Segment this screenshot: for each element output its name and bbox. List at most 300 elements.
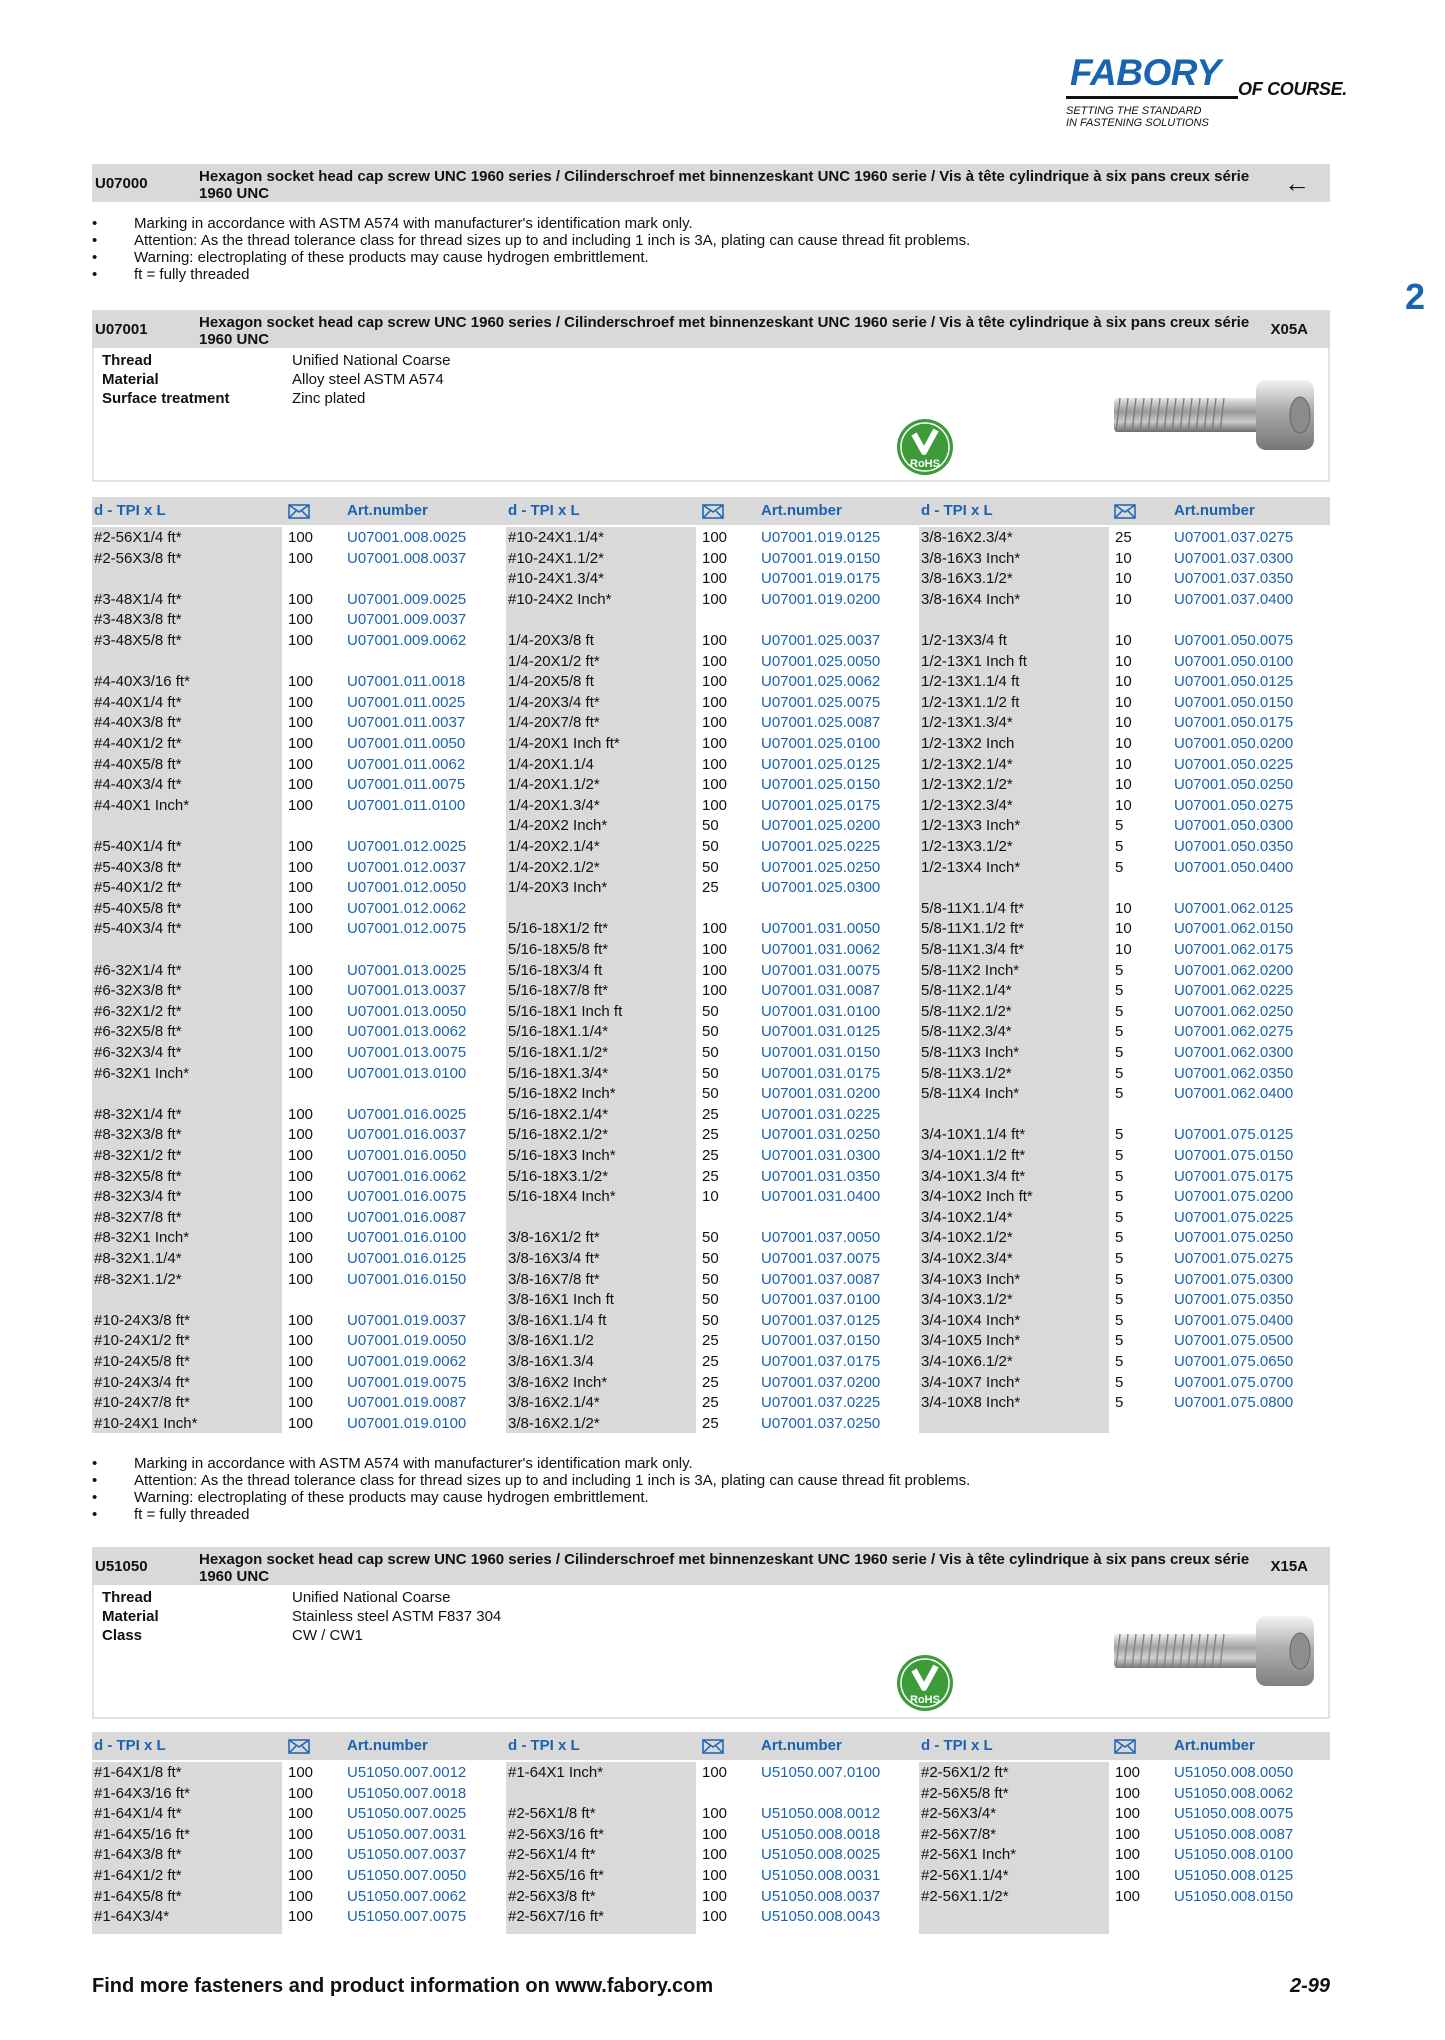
art-number-cell[interactable]: U07001.013.0037 xyxy=(347,982,467,1000)
art-number-cell[interactable]: U07001.050.0350 xyxy=(1174,838,1294,855)
art-number-cell[interactable]: U07001.031.0062 xyxy=(761,941,881,958)
art-number-cell[interactable]: U07001.050.0275 xyxy=(1174,796,1294,814)
qty-cell: 25 xyxy=(702,1332,719,1350)
qty-cell: 100 xyxy=(1115,1867,1141,1884)
art-number-cell[interactable]: U51050.007.0050 xyxy=(347,1867,467,1884)
art-number-cell[interactable]: U07001.075.0650 xyxy=(1174,1353,1294,1370)
art-number-cell[interactable]: U07001.062.0400 xyxy=(1174,1085,1294,1103)
art-number-cell[interactable]: U07001.019.0037 xyxy=(347,1311,467,1329)
art-number-cell[interactable]: U07001.016.0100 xyxy=(347,1229,467,1247)
qty-cell: 25 xyxy=(702,1126,719,1144)
size-cell: #2-56X1.1/2* xyxy=(921,1887,1009,1905)
art-number-cell[interactable]: U07001.050.0300 xyxy=(1174,817,1294,835)
size-cell: #8-32X5/8 ft* xyxy=(94,1167,182,1185)
size-cell: #4-40X3/16 ft* xyxy=(94,673,190,691)
art-number-cell[interactable]: U07001.013.0050 xyxy=(347,1002,467,1020)
qty-cell: 5 xyxy=(1115,1208,1124,1226)
size-cell: #3-48X3/8 ft* xyxy=(94,611,182,629)
art-number-cell[interactable]: U07001.019.0125 xyxy=(761,529,881,546)
qty-cell: 100 xyxy=(1115,1887,1141,1905)
art-number-cell[interactable]: U07001.019.0150 xyxy=(761,549,881,567)
size-cell: 3/4-10X2 Inch ft* xyxy=(921,1188,1033,1206)
qty-cell: 100 xyxy=(288,1887,314,1905)
product-code: U07000 xyxy=(95,174,148,192)
art-number-cell[interactable]: U07001.075.0200 xyxy=(1174,1188,1294,1206)
art-number-cell[interactable]: U07001.075.0700 xyxy=(1174,1373,1294,1391)
col-header-art: Art.number xyxy=(1174,502,1255,519)
qty-cell: 10 xyxy=(1115,632,1132,649)
size-cell: 5/8-11X3.1/2* xyxy=(921,1064,1012,1082)
qty-cell: 100 xyxy=(702,1846,728,1864)
qty-cell: 5 xyxy=(1115,858,1124,876)
art-number-cell[interactable]: U51050.007.0075 xyxy=(347,1908,467,1926)
art-number-cell[interactable]: U07001.025.0300 xyxy=(761,879,881,897)
qty-cell: 5 xyxy=(1115,817,1124,835)
note-item: • Attention: As the thread tolerance class for thread sizes up to and including 1 inch is 3A, plating can cause thread fit problems. xyxy=(92,1472,970,1489)
qty-cell: 100 xyxy=(288,1764,314,1781)
size-cell: 3/4-10X8 Inch* xyxy=(921,1394,1021,1412)
size-cell: 5/16-18X4 Inch* xyxy=(508,1188,616,1206)
art-number-cell[interactable]: U07001.031.0300 xyxy=(761,1147,881,1164)
art-number-cell[interactable]: U07001.011.0050 xyxy=(347,735,466,752)
art-number-cell[interactable]: U07001.037.0275 xyxy=(1174,529,1294,546)
art-number-cell[interactable]: U07001.012.0037 xyxy=(347,858,467,876)
size-cell: 5/8-11X3 Inch* xyxy=(921,1044,1020,1061)
qty-cell: 100 xyxy=(288,632,314,649)
qty-cell: 100 xyxy=(1115,1805,1141,1823)
art-number-cell[interactable]: U07001.025.0125 xyxy=(761,755,881,773)
art-number-cell[interactable]: U07001.016.0037 xyxy=(347,1126,467,1144)
qty-cell: 100 xyxy=(288,961,314,979)
qty-cell: 100 xyxy=(702,570,728,588)
col-header-art: Art.number xyxy=(1174,1737,1255,1754)
note-item: • ft = fully threaded xyxy=(92,266,970,283)
qty-cell: 10 xyxy=(1115,796,1132,814)
art-number-cell[interactable]: U07001.037.0087 xyxy=(761,1270,881,1288)
qty-cell: 5 xyxy=(1115,982,1124,1000)
art-number-cell[interactable]: U07001.075.0800 xyxy=(1174,1394,1294,1412)
qty-cell: 100 xyxy=(288,982,314,1000)
art-number-cell[interactable]: U07001.050.0150 xyxy=(1174,693,1294,711)
art-number-cell[interactable]: U07001.062.0225 xyxy=(1174,982,1294,1000)
size-cell: 3/8-16X3/4 ft* xyxy=(508,1250,600,1267)
size-cell: 3/4-10X2.3/4* xyxy=(921,1250,1013,1267)
art-number-cell[interactable]: U07001.037.0125 xyxy=(761,1311,881,1329)
art-number-cell[interactable]: U07001.031.0250 xyxy=(761,1126,881,1144)
size-cell: #8-32X1/2 ft* xyxy=(94,1147,182,1164)
size-cell: 3/8-16X1.1/4 ft xyxy=(508,1311,607,1329)
size-cell: 5/16-18X1.1/4* xyxy=(508,1023,609,1041)
qty-cell: 25 xyxy=(702,1105,719,1123)
qty-cell: 100 xyxy=(288,673,314,691)
qty-cell: 5 xyxy=(1115,1023,1124,1041)
art-number-cell[interactable]: U07001.019.0050 xyxy=(347,1332,467,1350)
size-cell: 1/2-13X2.1/2* xyxy=(921,776,1013,794)
art-number-cell[interactable]: U07001.011.0025 xyxy=(347,693,466,711)
qty-cell: 50 xyxy=(702,858,719,876)
art-number-cell[interactable]: U07001.016.0025 xyxy=(347,1105,467,1123)
art-number-cell[interactable]: U51050.008.0043 xyxy=(761,1908,881,1926)
art-number-cell[interactable]: U51050.007.0100 xyxy=(761,1764,881,1781)
art-number-cell[interactable]: U07001.062.0350 xyxy=(1174,1064,1294,1082)
art-number-cell[interactable]: U07001.031.0350 xyxy=(761,1167,881,1185)
art-number-cell[interactable]: U07001.075.0350 xyxy=(1174,1291,1294,1309)
art-number-cell[interactable]: U51050.007.0012 xyxy=(347,1764,467,1781)
size-cell: #1-64X3/16 ft* xyxy=(94,1784,190,1802)
rohs-badge-icon xyxy=(896,1654,954,1712)
size-cell: 3/4-10X5 Inch* xyxy=(921,1332,1021,1350)
art-number-cell[interactable]: U07001.037.0100 xyxy=(761,1291,881,1309)
art-number-cell[interactable]: U07001.050.0175 xyxy=(1174,714,1294,732)
art-number-cell[interactable]: U51050.008.0150 xyxy=(1174,1887,1294,1905)
art-number-cell[interactable]: U07001.025.0150 xyxy=(761,776,881,794)
spec-row: Thread Unified National Coarse xyxy=(102,352,451,369)
art-number-cell[interactable]: U07001.050.0250 xyxy=(1174,776,1294,794)
qty-cell: 100 xyxy=(702,693,728,711)
qty-cell: 10 xyxy=(1115,899,1132,917)
qty-cell: 100 xyxy=(288,1167,314,1185)
size-cell: 5/8-11X1.1/2 ft* xyxy=(921,920,1025,938)
size-cell: #1-64X3/8 ft* xyxy=(94,1846,182,1864)
qty-cell: 100 xyxy=(702,1887,728,1905)
art-number-cell[interactable]: U07001.031.0087 xyxy=(761,982,881,1000)
art-number-cell[interactable]: U07001.019.0100 xyxy=(347,1414,467,1432)
qty-cell: 100 xyxy=(288,1250,314,1267)
size-cell: 5/8-11X2.3/4* xyxy=(921,1023,1012,1041)
size-cell: #2-56X3/16 ft* xyxy=(508,1825,604,1843)
size-cell: 3/8-16X4 Inch* xyxy=(921,590,1021,608)
col-header-size: d - TPI x L xyxy=(94,1737,166,1754)
art-number-cell[interactable]: U07001.025.0200 xyxy=(761,817,881,835)
art-number-cell[interactable]: U07001.012.0025 xyxy=(347,838,467,855)
art-number-cell[interactable]: U07001.012.0075 xyxy=(347,920,467,938)
art-number-cell[interactable]: U07001.025.0175 xyxy=(761,796,881,814)
art-number-cell[interactable]: U07001.075.0275 xyxy=(1174,1250,1294,1267)
size-cell: 3/8-16X1.1/2 xyxy=(508,1332,594,1350)
qty-cell: 100 xyxy=(288,879,314,897)
art-number-cell[interactable]: U07001.019.0200 xyxy=(761,590,881,608)
size-cell: 1/4-20X1 Inch ft* xyxy=(508,735,620,752)
art-number-cell[interactable]: U07001.050.0125 xyxy=(1174,673,1294,691)
art-number-cell[interactable]: U07001.062.0150 xyxy=(1174,920,1294,938)
size-cell: 5/16-18X7/8 ft* xyxy=(508,982,609,1000)
size-cell: #10-24X2 Inch* xyxy=(508,590,612,608)
art-number-cell[interactable]: U07001.009.0025 xyxy=(347,590,467,608)
qty-cell: 10 xyxy=(1115,920,1132,938)
qty-cell: 100 xyxy=(288,529,314,546)
art-number-cell[interactable]: U07001.037.0150 xyxy=(761,1332,881,1350)
art-number-cell[interactable]: U07001.031.0200 xyxy=(761,1085,881,1103)
art-number-cell[interactable]: U07001.025.0062 xyxy=(761,673,881,691)
art-number-cell[interactable]: U07001.025.0250 xyxy=(761,858,881,876)
art-number-cell[interactable]: U51050.008.0100 xyxy=(1174,1846,1294,1864)
art-number-cell[interactable]: U07001.031.0075 xyxy=(761,961,881,979)
qty-cell: 100 xyxy=(288,1002,314,1020)
size-cell: #1-64X1/4 ft* xyxy=(94,1805,182,1823)
qty-cell: 10 xyxy=(1115,941,1132,958)
size-cell: #2-56X1/4 ft* xyxy=(508,1846,596,1864)
art-number-cell[interactable]: U07001.075.0500 xyxy=(1174,1332,1294,1350)
art-number-cell[interactable]: U07001.016.0062 xyxy=(347,1167,467,1185)
art-number-cell[interactable]: U07001.031.0100 xyxy=(761,1002,881,1020)
size-cell: 3/4-10X1.1/4 ft* xyxy=(921,1126,1026,1144)
art-number-cell[interactable]: U51050.008.0018 xyxy=(761,1825,881,1843)
size-cell: 1/2-13X3 Inch* xyxy=(921,817,1021,835)
art-number-cell[interactable]: U07001.008.0025 xyxy=(347,529,467,546)
size-cell: #6-32X3/8 ft* xyxy=(94,982,182,1000)
art-number-cell[interactable]: U07001.050.0075 xyxy=(1174,632,1294,649)
art-number-cell[interactable]: U07001.012.0050 xyxy=(347,879,467,897)
size-cell: #1-64X5/16 ft* xyxy=(94,1825,190,1843)
qty-cell: 100 xyxy=(288,1023,314,1041)
art-number-cell[interactable]: U51050.008.0025 xyxy=(761,1846,881,1864)
art-number-cell[interactable]: U07001.011.0018 xyxy=(347,673,466,691)
size-cell: 1/2-13X3.1/2* xyxy=(921,838,1013,855)
qty-cell: 5 xyxy=(1115,1270,1124,1288)
spec-row: Class CW / CW1 xyxy=(102,1627,363,1644)
qty-cell: 100 xyxy=(288,1414,314,1432)
qty-cell: 100 xyxy=(702,714,728,732)
note-item: • Marking in accordance with ASTM A574 with manufacturer's identification mark only. xyxy=(92,1455,970,1472)
size-cell: 5/16-18X1/2 ft* xyxy=(508,920,609,938)
art-number-cell[interactable]: U07001.013.0075 xyxy=(347,1044,467,1061)
art-number-cell[interactable]: U07001.031.0050 xyxy=(761,920,881,938)
art-number-cell[interactable]: U51050.008.0087 xyxy=(1174,1825,1294,1843)
size-cell: 1/2-13X4 Inch* xyxy=(921,858,1021,876)
chapter-number: 2 xyxy=(1405,276,1426,317)
art-number-cell[interactable]: U07001.025.0075 xyxy=(761,693,881,711)
qty-cell: 25 xyxy=(702,879,719,897)
size-cell: 5/8-11X2 Inch* xyxy=(921,961,1020,979)
size-cell: #4-40X1/2 ft* xyxy=(94,735,182,752)
art-number-cell[interactable]: U07001.050.0400 xyxy=(1174,858,1294,876)
size-cell: #5-40X3/4 ft* xyxy=(94,920,182,938)
art-number-cell[interactable]: U07001.037.0250 xyxy=(761,1414,881,1432)
size-cell: 5/8-11X2.1/2* xyxy=(921,1002,1012,1020)
art-number-cell[interactable]: U07001.016.0125 xyxy=(347,1250,467,1267)
size-cell: #8-32X7/8 ft* xyxy=(94,1208,182,1226)
art-number-cell[interactable]: U07001.008.0037 xyxy=(347,549,467,567)
envelope-icon xyxy=(702,504,724,519)
art-number-cell[interactable]: U07001.013.0062 xyxy=(347,1023,467,1041)
art-number-cell[interactable]: U07001.050.0225 xyxy=(1174,755,1294,773)
size-cell: 1/2-13X1.1/4 ft xyxy=(921,673,1020,691)
art-number-cell[interactable]: U07001.009.0062 xyxy=(347,632,467,649)
art-number-cell[interactable]: U07001.062.0125 xyxy=(1174,899,1294,917)
envelope-icon xyxy=(288,1739,310,1754)
qty-cell: 100 xyxy=(288,755,314,773)
art-number-cell[interactable]: U51050.008.0075 xyxy=(1174,1805,1294,1823)
qty-cell: 100 xyxy=(288,1064,314,1082)
qty-cell: 25 xyxy=(702,1373,719,1391)
art-number-cell[interactable]: U51050.008.0031 xyxy=(761,1867,881,1884)
art-number-cell[interactable]: U07001.012.0062 xyxy=(347,899,467,917)
notes-u07000 xyxy=(92,215,970,283)
qty-cell: 100 xyxy=(288,1147,314,1164)
col-header-size: d - TPI x L xyxy=(508,502,580,519)
qty-cell: 100 xyxy=(288,693,314,711)
product-ref: X05A xyxy=(1270,320,1308,338)
art-number-cell[interactable]: U07001.075.0150 xyxy=(1174,1147,1294,1164)
qty-cell: 100 xyxy=(702,590,728,608)
art-number-cell[interactable]: U51050.007.0037 xyxy=(347,1846,467,1864)
art-number-cell[interactable]: U07001.037.0200 xyxy=(761,1373,881,1391)
qty-cell: 10 xyxy=(702,1188,719,1206)
size-cell: #4-40X3/8 ft* xyxy=(94,714,182,732)
art-number-cell[interactable]: U07001.075.0400 xyxy=(1174,1311,1294,1329)
art-number-cell[interactable]: U07001.011.0075 xyxy=(347,776,466,794)
qty-cell: 10 xyxy=(1115,693,1132,711)
qty-cell: 10 xyxy=(1115,590,1132,608)
svg-text:RoHS: RoHS xyxy=(910,458,940,470)
art-number-cell[interactable]: U51050.007.0031 xyxy=(347,1825,467,1843)
art-number-cell[interactable]: U07001.019.0087 xyxy=(347,1394,467,1412)
size-cell: 1/2-13X1.1/2 ft xyxy=(921,693,1020,711)
qty-cell: 100 xyxy=(288,1229,314,1247)
art-number-cell[interactable]: U51050.007.0025 xyxy=(347,1805,467,1823)
art-number-cell[interactable]: U07001.013.0100 xyxy=(347,1064,467,1082)
qty-cell: 50 xyxy=(702,1085,719,1103)
art-number-cell[interactable]: U07001.016.0087 xyxy=(347,1208,467,1226)
art-number-cell[interactable]: U07001.037.0075 xyxy=(761,1250,881,1267)
qty-cell: 5 xyxy=(1115,1167,1124,1185)
art-number-cell[interactable]: U07001.075.0175 xyxy=(1174,1167,1294,1185)
art-number-cell[interactable]: U07001.016.0150 xyxy=(347,1270,467,1288)
art-number-cell[interactable]: U51050.007.0018 xyxy=(347,1784,467,1802)
qty-cell: 100 xyxy=(288,1208,314,1226)
size-cell: #6-32X1 Inch* xyxy=(94,1064,190,1082)
size-cell: 1/4-20X1.1/4 xyxy=(508,755,594,773)
size-cell: 3/4-10X1.1/2 ft* xyxy=(921,1147,1026,1164)
size-cell: 1/4-20X1.1/2* xyxy=(508,776,600,794)
size-cell: 3/4-10X7 Inch* xyxy=(921,1373,1021,1391)
art-number-cell[interactable]: U07001.062.0175 xyxy=(1174,941,1294,958)
art-number-cell[interactable]: U07001.050.0100 xyxy=(1174,652,1294,670)
art-number-cell[interactable]: U07001.075.0125 xyxy=(1174,1126,1294,1144)
art-number-cell[interactable]: U07001.031.0125 xyxy=(761,1023,881,1041)
size-cell: 3/8-16X2 Inch* xyxy=(508,1373,608,1391)
size-cell: #2-56X3/8 ft* xyxy=(508,1887,596,1905)
art-number-cell[interactable]: U51050.007.0062 xyxy=(347,1887,467,1905)
size-cell: #2-56X1/8 ft* xyxy=(508,1805,596,1823)
art-number-cell[interactable]: U51050.008.0037 xyxy=(761,1887,881,1905)
art-number-cell[interactable]: U07001.013.0025 xyxy=(347,961,467,979)
art-number-cell[interactable]: U07001.062.0275 xyxy=(1174,1023,1294,1041)
art-number-cell[interactable]: U07001.025.0037 xyxy=(761,632,881,649)
qty-cell: 100 xyxy=(288,1332,314,1350)
size-cell: 3/8-16X1.3/4 xyxy=(508,1353,594,1370)
qty-cell: 25 xyxy=(1115,529,1132,546)
qty-cell: 100 xyxy=(288,796,314,814)
size-cell: #4-40X5/8 ft* xyxy=(94,755,182,773)
art-number-cell[interactable]: U07001.075.0225 xyxy=(1174,1208,1294,1226)
qty-cell: 50 xyxy=(702,1064,719,1082)
qty-cell: 50 xyxy=(702,1270,719,1288)
qty-cell: 10 xyxy=(1115,652,1132,670)
art-number-cell[interactable]: U07001.031.0150 xyxy=(761,1044,881,1061)
qty-cell: 100 xyxy=(288,1270,314,1288)
qty-cell: 100 xyxy=(702,1764,728,1781)
size-cell: 5/16-18X3/4 ft xyxy=(508,961,603,979)
art-number-cell[interactable]: U07001.037.0050 xyxy=(761,1229,881,1247)
qty-cell: 100 xyxy=(702,941,728,958)
table-header-u07001 xyxy=(92,497,1330,525)
art-number-cell[interactable]: U07001.062.0250 xyxy=(1174,1002,1294,1020)
art-number-cell[interactable]: U07001.037.0350 xyxy=(1174,570,1294,588)
notes-u07001 xyxy=(92,1455,970,1523)
art-number-cell[interactable]: U07001.019.0175 xyxy=(761,570,881,588)
qty-cell: 50 xyxy=(702,1023,719,1041)
qty-cell: 100 xyxy=(288,549,314,567)
art-number-cell[interactable]: U07001.016.0075 xyxy=(347,1188,467,1206)
qty-cell: 100 xyxy=(288,1044,314,1061)
art-number-cell[interactable]: U07001.062.0200 xyxy=(1174,961,1294,979)
size-cell: 3/8-16X2.1/2* xyxy=(508,1414,600,1432)
art-number-cell[interactable]: U07001.011.0062 xyxy=(347,755,466,773)
size-cell: 1/4-20X3 Inch* xyxy=(508,879,608,897)
art-number-cell[interactable]: U07001.037.0400 xyxy=(1174,590,1294,608)
art-number-cell[interactable]: U07001.062.0300 xyxy=(1174,1044,1294,1061)
size-cell: #8-32X3/8 ft* xyxy=(94,1126,182,1144)
art-number-cell[interactable]: U07001.011.0037 xyxy=(347,714,466,732)
art-number-cell[interactable]: U07001.025.0087 xyxy=(761,714,881,732)
art-number-cell[interactable]: U51050.008.0062 xyxy=(1174,1784,1294,1802)
size-cell: 1/4-20X3/8 ft xyxy=(508,632,594,649)
size-cell: 1/2-13X3/4 ft xyxy=(921,632,1007,649)
art-number-cell[interactable]: U51050.008.0125 xyxy=(1174,1867,1294,1884)
size-cell: 5/8-11X1.1/4 ft* xyxy=(921,899,1025,917)
section-header-u51050 xyxy=(92,1547,1330,1585)
art-number-cell[interactable]: U07001.016.0050 xyxy=(347,1147,467,1164)
art-number-cell[interactable]: U07001.025.0050 xyxy=(761,652,881,670)
art-number-cell[interactable]: U07001.025.0225 xyxy=(761,838,881,855)
size-cell: 3/8-16X1 Inch ft xyxy=(508,1291,614,1309)
art-number-cell[interactable]: U07001.037.0300 xyxy=(1174,549,1294,567)
qty-cell: 25 xyxy=(702,1394,719,1412)
size-cell: 3/4-10X2.1/4* xyxy=(921,1208,1013,1226)
envelope-icon xyxy=(702,1739,724,1754)
qty-cell: 50 xyxy=(702,817,719,835)
qty-cell: 100 xyxy=(288,1908,314,1926)
art-number-cell[interactable]: U07001.019.0075 xyxy=(347,1373,467,1391)
product-title: Hexagon socket head cap screw UNC 1960 series / Cilinderschroef met binnenzeskant UNC 1960 serie / Vis à tête cylindrique à six pans creux série 1960 UNC xyxy=(199,168,1250,202)
art-number-cell[interactable]: U07001.075.0300 xyxy=(1174,1270,1294,1288)
art-number-cell[interactable]: U07001.031.0225 xyxy=(761,1105,881,1123)
size-cell: #8-32X1.1/4* xyxy=(94,1250,182,1267)
size-cell: #10-24X1/2 ft* xyxy=(94,1332,190,1350)
qty-cell: 5 xyxy=(1115,1188,1124,1206)
art-number-cell[interactable]: U51050.008.0050 xyxy=(1174,1764,1294,1781)
art-number-cell[interactable]: U07001.037.0225 xyxy=(761,1394,881,1412)
art-number-cell[interactable]: U07001.025.0100 xyxy=(761,735,881,752)
size-cell: #10-24X1 Inch* xyxy=(94,1414,198,1432)
art-number-cell[interactable]: U51050.008.0012 xyxy=(761,1805,881,1823)
qty-cell: 10 xyxy=(1115,673,1132,691)
art-number-cell[interactable]: U07001.075.0250 xyxy=(1174,1229,1294,1247)
size-cell: #10-24X3/8 ft* xyxy=(94,1311,190,1329)
art-number-cell[interactable]: U07001.009.0037 xyxy=(347,611,467,629)
art-number-cell[interactable]: U07001.031.0175 xyxy=(761,1064,881,1082)
size-cell: #10-24X1.1/2* xyxy=(508,549,604,567)
art-number-cell[interactable]: U07001.037.0175 xyxy=(761,1353,881,1370)
size-cell: #2-56X1/4 ft* xyxy=(94,529,182,546)
art-number-cell[interactable]: U07001.011.0100 xyxy=(347,796,466,814)
art-number-cell[interactable]: U07001.019.0062 xyxy=(347,1353,467,1370)
art-number-cell[interactable]: U07001.031.0400 xyxy=(761,1188,881,1206)
qty-cell: 100 xyxy=(1115,1764,1141,1781)
back-arrow-icon[interactable]: ← xyxy=(1284,167,1310,198)
art-number-cell[interactable]: U07001.050.0200 xyxy=(1174,735,1294,752)
